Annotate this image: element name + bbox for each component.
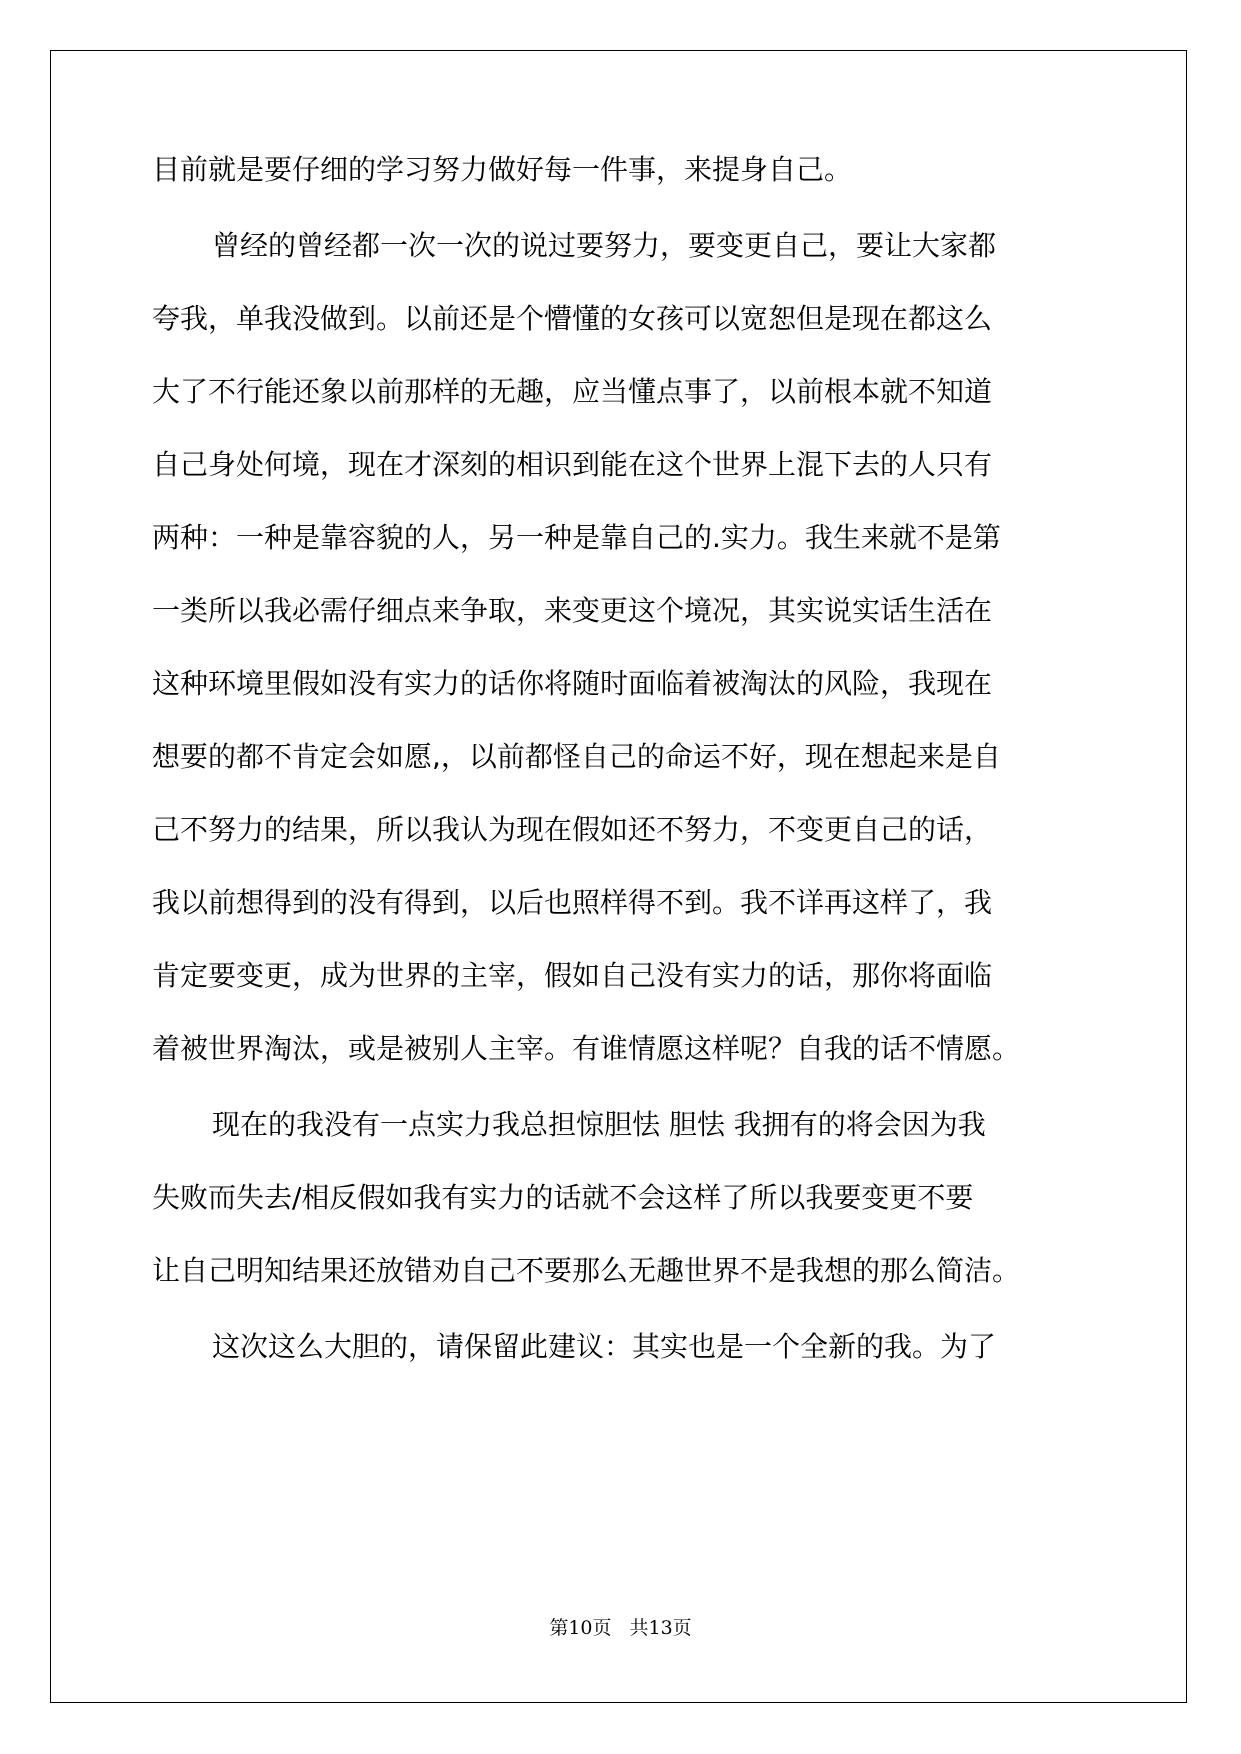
text-line: 肯定要变更，成为世界的主宰，假如自己没有实力的话，那你将面临: [152, 959, 993, 992]
text-line: 两种：一种是靠容貌的人，另一种是靠自己的.实力。我生来就不是第: [152, 521, 1001, 554]
text-line: 想要的都不肯定会如愿,，以前都怪自己的命运不好，现在想起来是自: [152, 740, 1001, 773]
page-footer: [0, 1616, 1241, 1640]
text-line: 己不努力的结果，所以我认为现在假如还不努力，不变更自己的话，: [152, 813, 993, 846]
text-line: 目前就是要仔细的学习努力做好每一件事，来提身自己。: [152, 153, 853, 186]
page-number: 第10页: [549, 1617, 612, 1639]
text-line: 着被世界淘汰，或是被别人主宰。有谁情愿这样呢？自我的话不情愿。: [152, 1032, 1021, 1065]
paragraph-first-line: 曾经的曾经都一次一次的说过要努力，要变更自己，要让大家都: [212, 229, 997, 262]
text-line: 让自己明知结果还放错劝自己不要那么无趣世界不是我想的那么简洁。: [152, 1254, 1021, 1287]
text-line: 大了不行能还象以前那样的无趣，应当懂点事了，以前根本就不知道: [152, 375, 993, 408]
page-total: 共13页: [629, 1617, 692, 1639]
text-line: 这种环境里假如没有实力的话你将随时面临着被淘汰的风险，我现在: [152, 667, 993, 700]
page-border: [50, 50, 1187, 1703]
text-line: 自己身处何境，现在才深刻的相识到能在这个世界上混下去的人只有: [152, 448, 993, 481]
text-line: 我以前想得到的没有得到，以后也照样得不到。我不详再这样了，我: [152, 886, 993, 919]
text-line: 一类所以我必需仔细点来争取，来变更这个境况，其实说实话生活在: [152, 594, 993, 627]
paragraph-first-line: 现在的我没有一点实力我总担惊胆怯 胆怯 我拥有的将会因为我: [212, 1108, 986, 1141]
paragraph-first-line: 这次这么大胆的，请保留此建议：其实也是一个全新的我。为了: [212, 1330, 997, 1363]
text-line: 夸我，单我没做到。以前还是个懵懂的女孩可以宽恕但是现在都这么: [152, 302, 993, 335]
text-line: 失败而失去/相反假如我有实力的话就不会这样了所以我要变更不要: [152, 1181, 974, 1214]
